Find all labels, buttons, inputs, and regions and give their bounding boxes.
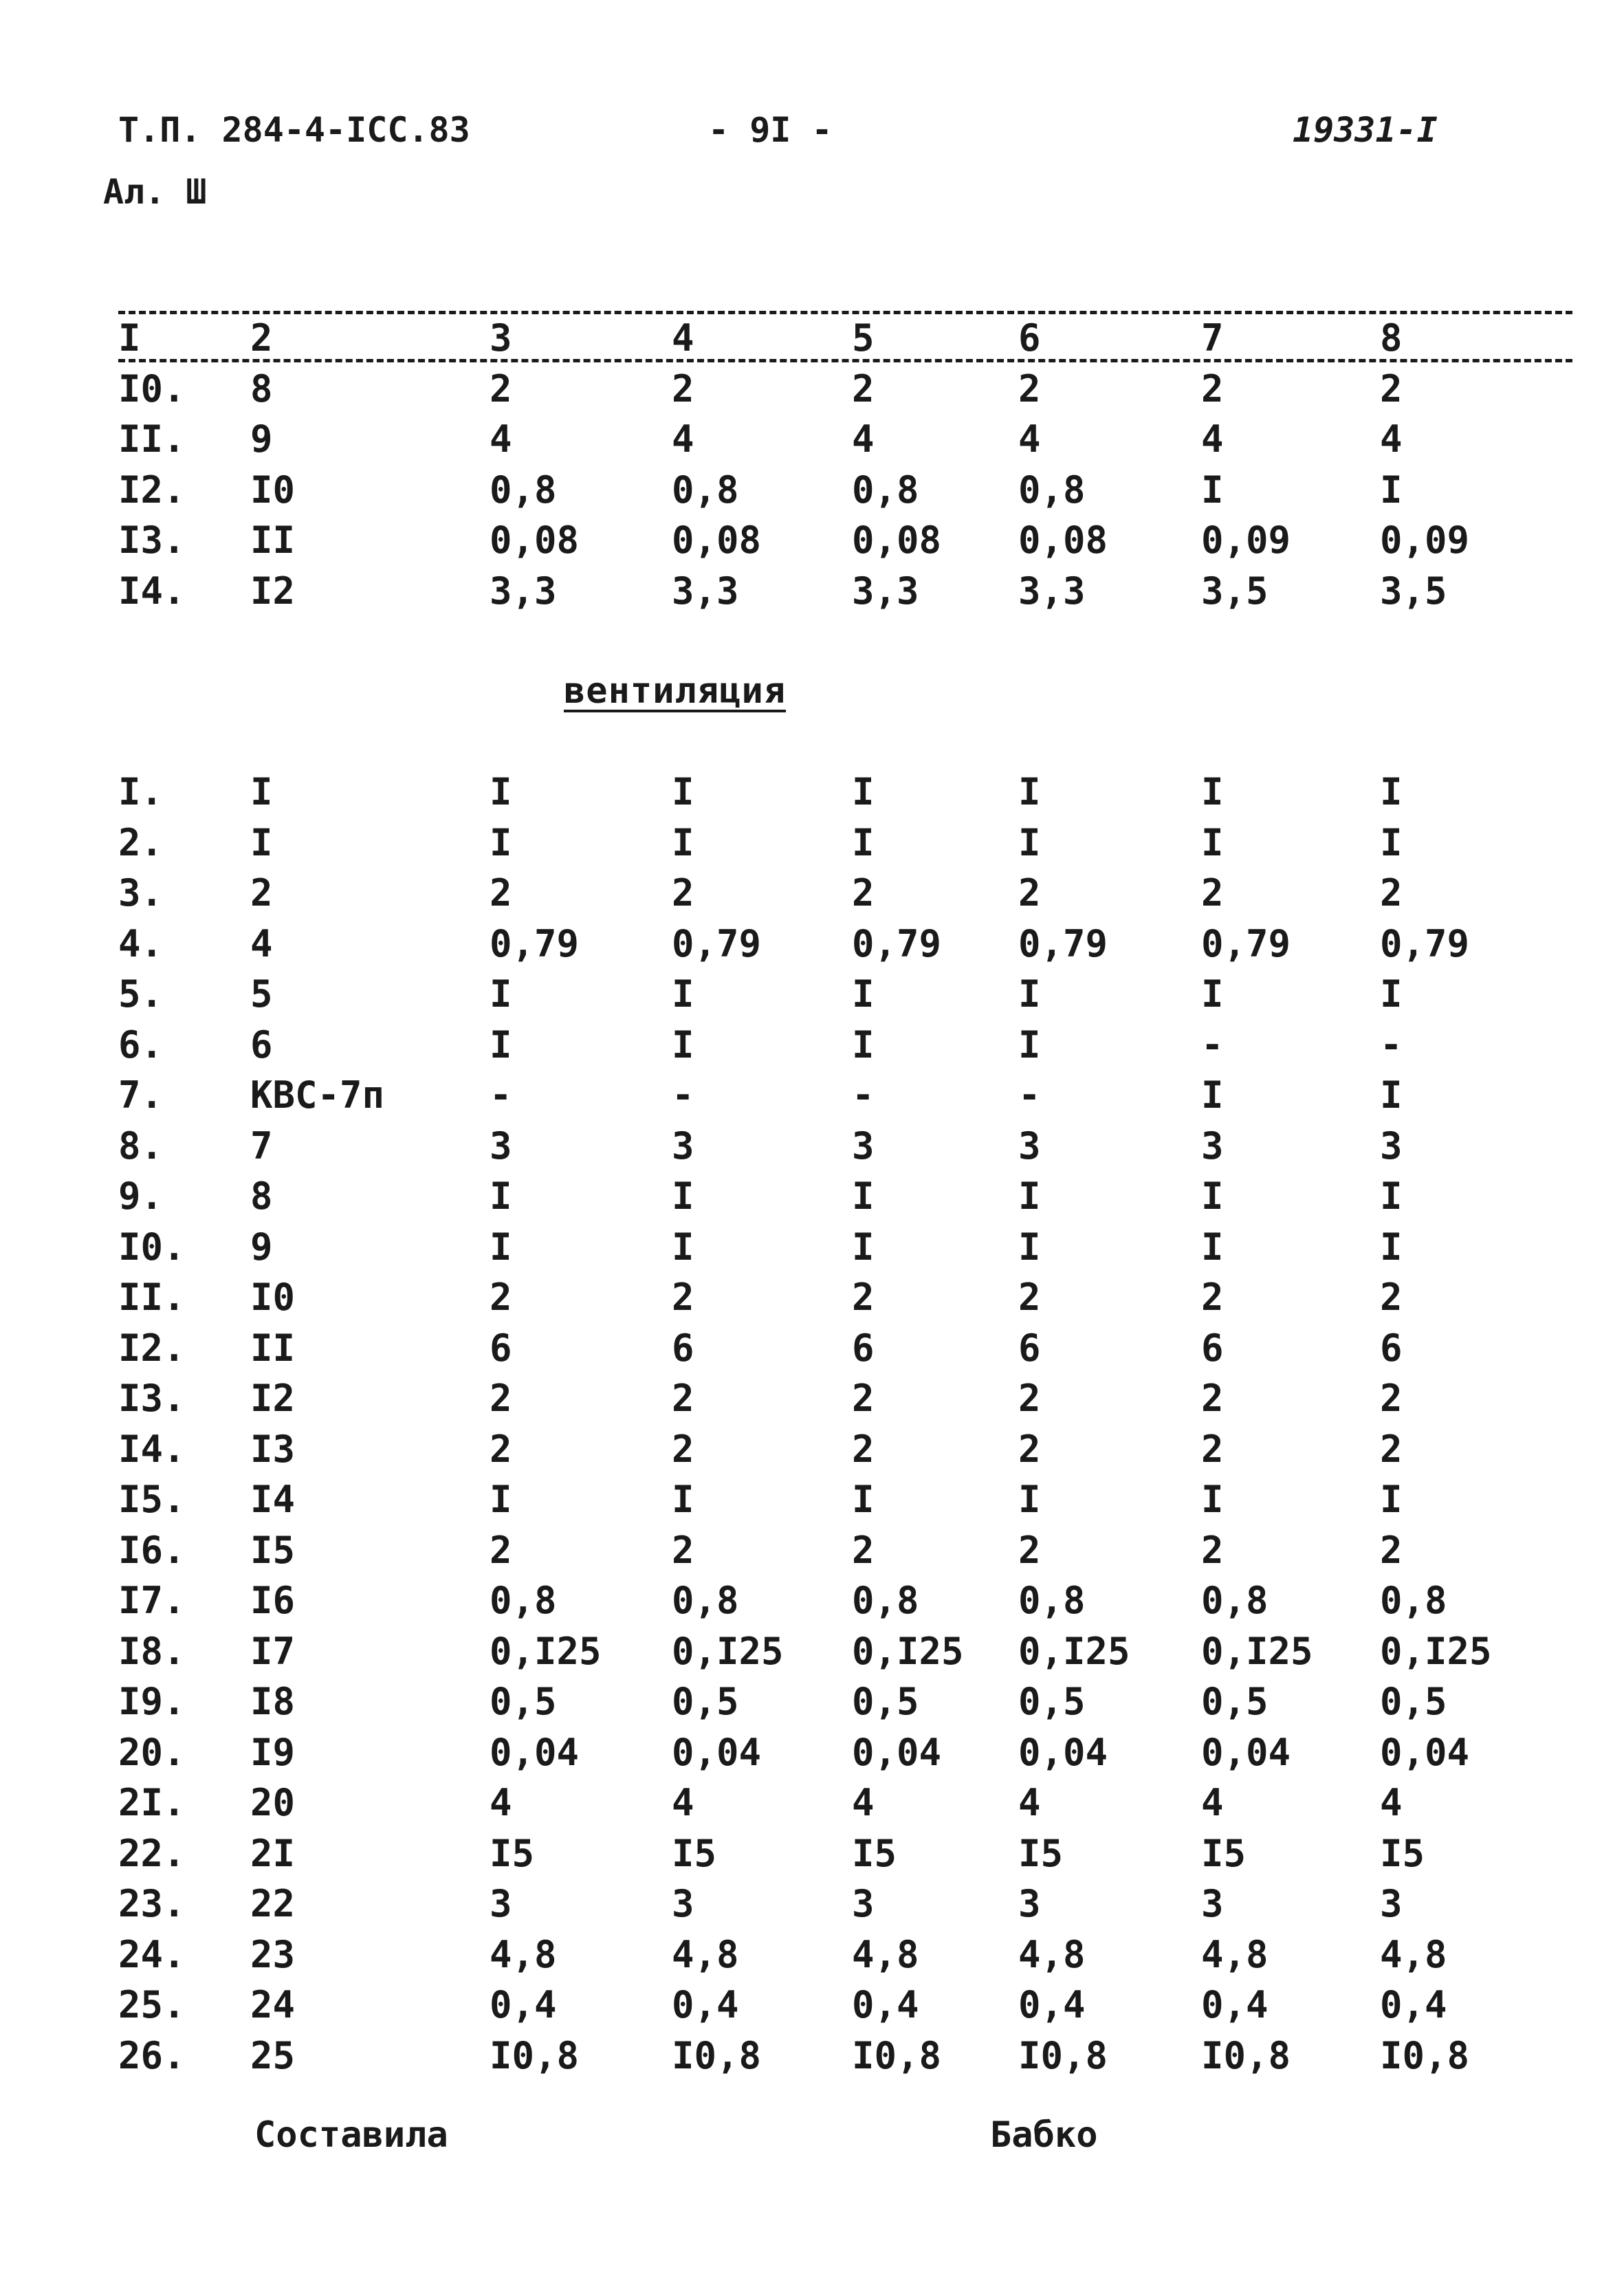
table-cell: 2 xyxy=(1018,1427,1041,1471)
table-cell: 4 xyxy=(672,417,694,461)
table-cell: I5 xyxy=(1018,1831,1064,1875)
table-cell: 2 xyxy=(1380,367,1403,411)
table-cell: 3,5 xyxy=(1380,569,1447,613)
table-cell: I xyxy=(490,1225,512,1269)
table-cell: 0,4 xyxy=(1018,1983,1086,2027)
table-cell: 0,I25 xyxy=(1201,1629,1313,1673)
table-cell: 2 xyxy=(852,1377,875,1421)
table-cell: I0,8 xyxy=(852,2033,942,2077)
table-cell: 2 xyxy=(1380,1528,1403,1572)
table-cell: 6 xyxy=(1018,1326,1041,1370)
table-row xyxy=(118,515,1517,566)
column-header: 4 xyxy=(672,316,694,360)
table-cell: I xyxy=(1201,1073,1224,1117)
table-cell: 0,79 xyxy=(1380,921,1470,965)
table-cell: 0,08 xyxy=(490,518,580,562)
table-cell: I xyxy=(490,972,512,1016)
table-cell: 0,04 xyxy=(1201,1730,1291,1774)
table-row xyxy=(118,1272,1517,1323)
row-number-cell: 24. xyxy=(118,1932,186,1976)
table-cell: 0,I25 xyxy=(672,1629,784,1673)
table-cell: 2 xyxy=(490,1377,512,1421)
table-cell: 2 xyxy=(250,871,273,915)
table-row xyxy=(118,414,1517,465)
table-cell: 0,I25 xyxy=(1380,1629,1492,1673)
table-cell: I xyxy=(1018,770,1041,814)
table-cell: 0,8 xyxy=(1018,1579,1086,1623)
table-cell: 3 xyxy=(1201,1124,1224,1168)
table-cell: 2 xyxy=(1380,1427,1403,1471)
table-cell: 0,5 xyxy=(1201,1680,1269,1724)
table-cell: 0,4 xyxy=(672,1983,739,2027)
row-number-cell: 8. xyxy=(118,1124,164,1168)
table-row xyxy=(118,1020,1517,1071)
table-cell: I xyxy=(1018,1023,1041,1067)
table-cell: 4,8 xyxy=(1380,1932,1447,1976)
table-cell: 0,8 xyxy=(1201,1579,1269,1623)
table-cell: 6 xyxy=(250,1023,273,1067)
table-cell: 2 xyxy=(1380,1276,1403,1320)
table-cell: 2 xyxy=(1201,871,1224,915)
table-row xyxy=(118,1525,1517,1576)
table-cell: 4,8 xyxy=(1201,1932,1269,1976)
table-cell: I xyxy=(1380,1478,1403,1522)
table-row xyxy=(118,767,1517,818)
table-row xyxy=(118,1727,1517,1778)
table-cell: 23 xyxy=(250,1932,296,1976)
table-row xyxy=(118,1222,1517,1273)
table-cell: I xyxy=(1018,972,1041,1016)
table-cell: I0 xyxy=(250,1276,296,1320)
table-cell: 0,79 xyxy=(490,921,580,965)
table-cell: I xyxy=(1380,1225,1403,1269)
table-cell: 2 xyxy=(1201,367,1224,411)
row-number-cell: 2I. xyxy=(118,1781,186,1825)
table-cell: 3,3 xyxy=(672,569,739,613)
table-cell: I0,8 xyxy=(1018,2033,1108,2077)
table-cell: I xyxy=(1201,468,1224,512)
row-number-cell: 25. xyxy=(118,1983,186,2027)
table-cell: 4 xyxy=(490,417,512,461)
table-cell: 0,I25 xyxy=(852,1629,964,1673)
table-cell: I0,8 xyxy=(1201,2033,1291,2077)
row-number-cell: 4. xyxy=(118,921,164,965)
table-cell: 0,8 xyxy=(1018,468,1086,512)
table-cell: 3,3 xyxy=(852,569,919,613)
table-cell: 0,8 xyxy=(1380,1579,1447,1623)
table-cell: 6 xyxy=(672,1326,694,1370)
table-cell: I5 xyxy=(672,1831,717,1875)
table-cell: 3 xyxy=(672,1882,694,1926)
table-cell: 4,8 xyxy=(490,1932,557,1976)
row-number-cell: I0. xyxy=(118,367,186,411)
table-cell: 3,5 xyxy=(1201,569,1269,613)
table-cell: 4 xyxy=(852,1781,875,1825)
table-cell: 0,79 xyxy=(672,921,762,965)
row-number-cell: 2. xyxy=(118,820,164,864)
table-cell: I xyxy=(1018,1478,1041,1522)
table-cell: 0,08 xyxy=(852,518,942,562)
table-cell: 20 xyxy=(250,1781,296,1825)
table-cell: I xyxy=(1201,820,1224,864)
row-number-cell: 23. xyxy=(118,1882,186,1926)
table-cell: I5 xyxy=(852,1831,897,1875)
table-cell: - xyxy=(672,1073,694,1117)
row-number-cell: 20. xyxy=(118,1730,186,1774)
table-row xyxy=(118,566,1517,617)
table-cell: 2 xyxy=(672,1377,694,1421)
table-cell: 0,79 xyxy=(1201,921,1291,965)
ventilation-rows-body xyxy=(118,767,1517,2081)
row-number-cell: 26. xyxy=(118,2033,186,2077)
table-cell: I2 xyxy=(250,1377,296,1421)
table-cell: I xyxy=(1201,1225,1224,1269)
row-number-cell: I2. xyxy=(118,468,186,512)
table-cell: 3 xyxy=(1018,1124,1041,1168)
table-row xyxy=(118,1424,1517,1475)
table-row xyxy=(118,1575,1517,1626)
table-row xyxy=(118,1626,1517,1677)
table-cell: I xyxy=(672,820,694,864)
table-cell: I xyxy=(1380,972,1403,1016)
table-cell: 3,3 xyxy=(1018,569,1086,613)
column-header: 7 xyxy=(1201,316,1224,360)
table-cell: 4 xyxy=(490,1781,512,1825)
table-cell: I xyxy=(672,972,694,1016)
column-header: I xyxy=(118,316,141,360)
table-cell: I3 xyxy=(250,1427,296,1471)
document-code: Т.П. 284-4-ICC.83 xyxy=(118,110,470,150)
table-cell: 8 xyxy=(250,1174,273,1218)
table-cell: 5 xyxy=(250,972,273,1016)
table-cell: 3 xyxy=(1018,1882,1041,1926)
table-cell: I xyxy=(490,1478,512,1522)
table-cell: 8 xyxy=(250,367,273,411)
table-row xyxy=(118,364,1517,415)
compiler-name: Бабко xyxy=(990,2114,1098,2156)
table-cell: 2 xyxy=(1018,1377,1041,1421)
table-cell: I xyxy=(490,770,512,814)
section-title: вентиляция xyxy=(564,670,787,712)
table-cell: 0,8 xyxy=(672,468,739,512)
page-number: - 9I - xyxy=(708,110,833,150)
table-cell: 0,4 xyxy=(1201,1983,1269,2027)
ventilation-table xyxy=(118,767,1517,2081)
table-cell: I xyxy=(1201,1478,1224,1522)
row-number-cell: I2. xyxy=(118,1326,186,1370)
table-cell: I5 xyxy=(250,1528,296,1572)
row-number-cell: I6. xyxy=(118,1528,186,1572)
table-cell: 0,4 xyxy=(490,1983,557,2027)
table-cell: 4 xyxy=(1380,417,1403,461)
table-cell: 9 xyxy=(250,1225,273,1269)
table-cell: I2 xyxy=(250,569,296,613)
table-cell: 2 xyxy=(1201,1276,1224,1320)
table-cell: 2 xyxy=(852,367,875,411)
table-cell: 0,04 xyxy=(1380,1730,1470,1774)
table-cell: 0,09 xyxy=(1201,518,1291,562)
table-cell: I xyxy=(490,1023,512,1067)
table-cell: I9 xyxy=(250,1730,296,1774)
table-cell: 2 xyxy=(1201,1377,1224,1421)
table-cell: I0,8 xyxy=(1380,2033,1470,2077)
table-cell: 4,8 xyxy=(672,1932,739,1976)
table-row xyxy=(118,1070,1517,1121)
table-row xyxy=(118,868,1517,919)
row-number-cell: 3. xyxy=(118,871,164,915)
table-cell: 0,5 xyxy=(1018,1680,1086,1724)
table-cell: 3 xyxy=(672,1124,694,1168)
table-cell: I5 xyxy=(1201,1831,1247,1875)
column-header: 8 xyxy=(1380,316,1403,360)
table-cell: 22 xyxy=(250,1882,296,1926)
table-cell: I xyxy=(1380,1174,1403,1218)
table-cell: I xyxy=(852,770,875,814)
table-cell: 4,8 xyxy=(852,1932,919,1976)
column-header: 6 xyxy=(1018,316,1041,360)
table-cell: I xyxy=(490,1174,512,1218)
table-cell: I8 xyxy=(250,1680,296,1724)
table-cell: I xyxy=(1380,820,1403,864)
table-cell: 3 xyxy=(1380,1882,1403,1926)
table-cell: 2 xyxy=(490,1276,512,1320)
row-number-cell: 22. xyxy=(118,1831,186,1875)
table-cell: 2 xyxy=(672,871,694,915)
table-cell: 2 xyxy=(490,871,512,915)
table-cell: 4 xyxy=(1018,417,1041,461)
row-number-cell: I8. xyxy=(118,1629,186,1673)
table-cell: 0,5 xyxy=(490,1680,557,1724)
table-cell: - xyxy=(852,1073,875,1117)
table-cell: 0,08 xyxy=(672,518,762,562)
table-cell: I0 xyxy=(250,468,296,512)
table-cell: 24 xyxy=(250,1983,296,2027)
table-cell: 2 xyxy=(672,1427,694,1471)
table-cell: 4,8 xyxy=(1018,1932,1086,1976)
table-cell: I xyxy=(1201,1174,1224,1218)
table-cell: 2 xyxy=(852,871,875,915)
table-cell: I xyxy=(852,1478,875,1522)
table-cell: 2 xyxy=(490,367,512,411)
table-cell: 0,I25 xyxy=(490,1629,602,1673)
table-cell: 0,79 xyxy=(1018,921,1108,965)
table-cell: 3 xyxy=(490,1124,512,1168)
table-cell: I0,8 xyxy=(672,2033,762,2077)
table-cell: 0,5 xyxy=(852,1680,919,1724)
table-cell: 4 xyxy=(672,1781,694,1825)
table-cell: 0,4 xyxy=(1380,1983,1447,2027)
table-cell: 0,04 xyxy=(672,1730,762,1774)
table-cell: 2 xyxy=(1201,1528,1224,1572)
table-cell: I xyxy=(852,820,875,864)
table-cell: 4 xyxy=(852,417,875,461)
table-cell: I6 xyxy=(250,1579,296,1623)
table-cell: I xyxy=(852,1225,875,1269)
table-cell: 4 xyxy=(1380,1781,1403,1825)
table-cell: 0,8 xyxy=(672,1579,739,1623)
table-cell: I xyxy=(1018,1225,1041,1269)
top-rows-body xyxy=(118,364,1517,617)
table-cell: 0,79 xyxy=(852,921,942,965)
table-cell: 0,I25 xyxy=(1018,1629,1130,1673)
column-header-row xyxy=(118,313,1517,364)
table-cell: I xyxy=(250,820,273,864)
table-row xyxy=(118,818,1517,868)
table-row xyxy=(118,919,1517,970)
table-cell: 0,8 xyxy=(490,468,557,512)
table-cell: 2 xyxy=(852,1427,875,1471)
row-number-cell: I5. xyxy=(118,1478,186,1522)
table-cell: I xyxy=(852,1023,875,1067)
table-cell: 0,04 xyxy=(490,1730,580,1774)
table-cell: 2 xyxy=(1018,871,1041,915)
table-row xyxy=(118,2031,1517,2081)
table-cell: 0,8 xyxy=(852,1579,919,1623)
table-cell: 6 xyxy=(1380,1326,1403,1370)
table-cell: 3 xyxy=(490,1882,512,1926)
row-number-cell: II. xyxy=(118,417,186,461)
table-cell: - xyxy=(490,1073,512,1117)
row-number-cell: I3. xyxy=(118,518,186,562)
table-row xyxy=(118,1171,1517,1222)
table-cell: 2 xyxy=(1018,1276,1041,1320)
table-cell: 0,4 xyxy=(852,1983,919,2027)
row-number-cell: I4. xyxy=(118,1427,186,1471)
table-cell: 3 xyxy=(1380,1124,1403,1168)
table-row xyxy=(118,1879,1517,1929)
table-cell: 2 xyxy=(672,1276,694,1320)
table-cell: КВС-7п xyxy=(250,1073,385,1117)
table-cell: 4 xyxy=(1018,1781,1041,1825)
table-cell: 3 xyxy=(852,1124,875,1168)
table-cell: 3 xyxy=(852,1882,875,1926)
table-cell: 2 xyxy=(1018,367,1041,411)
table-cell: 2 xyxy=(852,1276,875,1320)
table-row xyxy=(118,1676,1517,1727)
table-cell: 2 xyxy=(1201,1427,1224,1471)
table-cell: 2 xyxy=(1380,871,1403,915)
row-number-cell: I3. xyxy=(118,1377,186,1421)
table-cell: - xyxy=(1380,1023,1403,1067)
table-cell: 3,3 xyxy=(490,569,557,613)
table-cell: I xyxy=(1201,770,1224,814)
table-cell: 0,08 xyxy=(1018,518,1108,562)
row-number-cell: I0. xyxy=(118,1225,186,1269)
table-cell: 2 xyxy=(1380,1377,1403,1421)
table-cell: 6 xyxy=(852,1326,875,1370)
row-number-cell: 9. xyxy=(118,1174,164,1218)
table-row xyxy=(118,1929,1517,1980)
table-cell: 25 xyxy=(250,2033,296,2077)
row-number-cell: II. xyxy=(118,1276,186,1320)
table-cell: - xyxy=(1201,1023,1224,1067)
reference-number: 19331-I xyxy=(1293,110,1438,150)
table-cell: 7 xyxy=(250,1124,273,1168)
table-cell: I xyxy=(672,1023,694,1067)
table-cell: 6 xyxy=(1201,1326,1224,1370)
table-cell: 2 xyxy=(672,1528,694,1572)
column-header: 5 xyxy=(852,316,875,360)
compiled-by-label: Составила xyxy=(254,2114,448,2156)
table-cell: 3 xyxy=(1201,1882,1224,1926)
table-cell: I xyxy=(1380,770,1403,814)
table-cell: 4 xyxy=(1201,1781,1224,1825)
row-number-cell: 5. xyxy=(118,972,164,1016)
table-row xyxy=(118,1373,1517,1424)
table-cell: 0,09 xyxy=(1380,518,1470,562)
table-row xyxy=(118,969,1517,1020)
row-number-cell: 6. xyxy=(118,1023,164,1067)
column-header: 2 xyxy=(250,316,273,360)
table-cell: 0,5 xyxy=(672,1680,739,1724)
row-number-cell: I4. xyxy=(118,569,186,613)
table-row xyxy=(118,1323,1517,1374)
table-cell: I5 xyxy=(1380,1831,1425,1875)
table-cell: 9 xyxy=(250,417,273,461)
column-header: 3 xyxy=(490,316,512,360)
table-cell: 2 xyxy=(852,1528,875,1572)
table-cell: I xyxy=(852,1174,875,1218)
table-row xyxy=(118,465,1517,516)
table-row xyxy=(118,1778,1517,1828)
table-cell: I xyxy=(852,972,875,1016)
table-cell: II xyxy=(250,1326,296,1370)
table-cell: 2 xyxy=(490,1427,512,1471)
table-cell: 4 xyxy=(250,921,273,965)
table-row xyxy=(118,1474,1517,1525)
table-cell: I xyxy=(672,770,694,814)
table-cell: 2 xyxy=(672,367,694,411)
table-cell: I xyxy=(1380,1073,1403,1117)
album-label: Ал. Ш xyxy=(103,172,207,212)
table-cell: - xyxy=(1018,1073,1041,1117)
table-cell: I xyxy=(1201,972,1224,1016)
row-number-cell: I7. xyxy=(118,1579,186,1623)
table-cell: I xyxy=(1018,1174,1041,1218)
table-cell: I4 xyxy=(250,1478,296,1522)
table-cell: 2 xyxy=(490,1528,512,1572)
table-cell: 0,8 xyxy=(852,468,919,512)
table-cell: I5 xyxy=(490,1831,535,1875)
row-number-cell: I9. xyxy=(118,1680,186,1724)
table-cell: 2I xyxy=(250,1831,296,1875)
table-cell: 2 xyxy=(1018,1528,1041,1572)
table-cell: I xyxy=(672,1478,694,1522)
table-row xyxy=(118,1828,1517,1879)
table-cell: I xyxy=(250,770,273,814)
table-cell: I7 xyxy=(250,1629,296,1673)
table-cell: 0,8 xyxy=(490,1579,557,1623)
table-row xyxy=(118,1980,1517,2031)
table-cell: I xyxy=(490,820,512,864)
row-number-cell: I. xyxy=(118,770,164,814)
table-cell: I xyxy=(672,1225,694,1269)
table-cell: 6 xyxy=(490,1326,512,1370)
top-table xyxy=(118,313,1517,616)
table-cell: 0,04 xyxy=(1018,1730,1108,1774)
row-number-cell: 7. xyxy=(118,1073,164,1117)
table-cell: I xyxy=(1380,468,1403,512)
table-cell: I0,8 xyxy=(490,2033,580,2077)
table-cell: 0,5 xyxy=(1380,1680,1447,1724)
table-cell: 4 xyxy=(1201,417,1224,461)
table-cell: II xyxy=(250,518,296,562)
table-cell: I xyxy=(1018,820,1041,864)
table-row xyxy=(118,1121,1517,1172)
table-cell: 0,04 xyxy=(852,1730,942,1774)
table-cell: I xyxy=(672,1174,694,1218)
